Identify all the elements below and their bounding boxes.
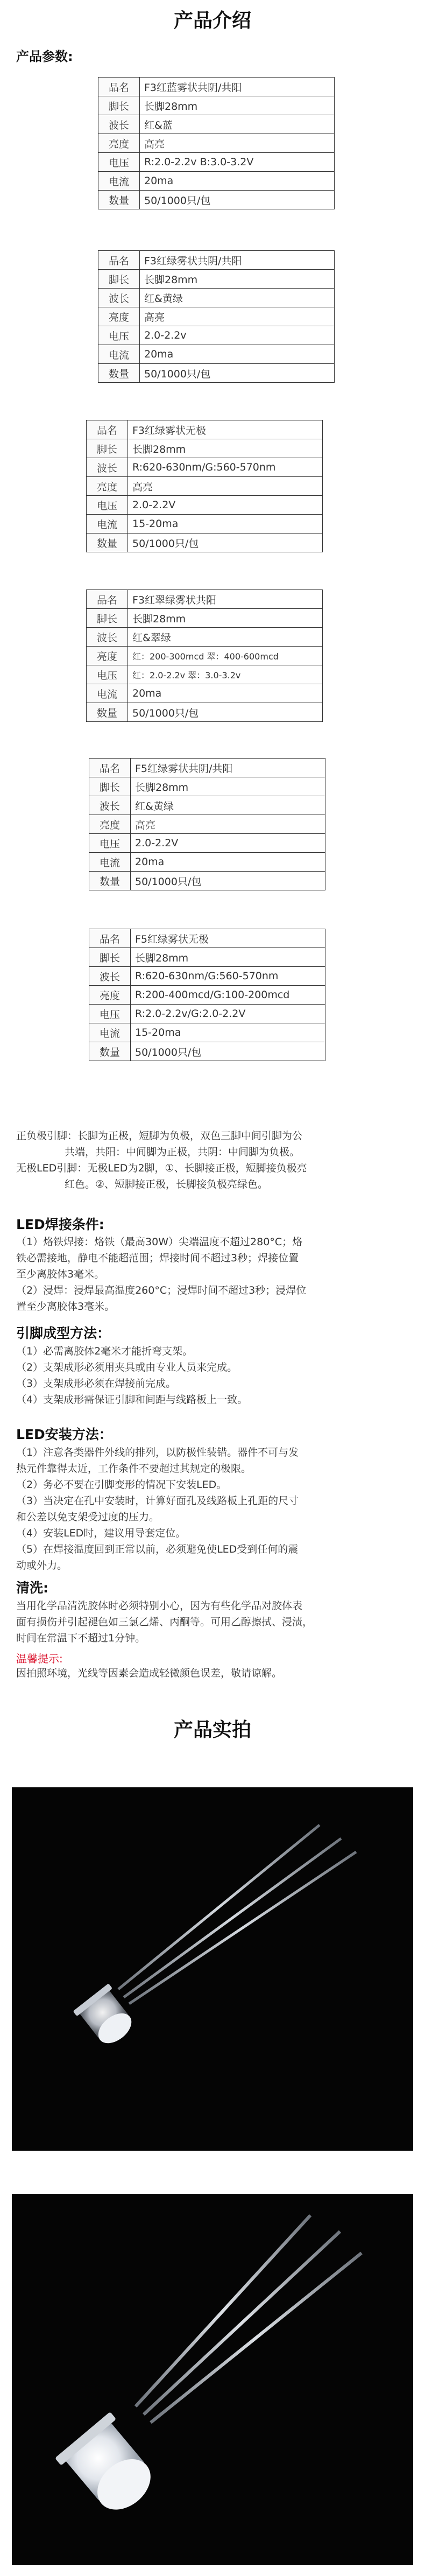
spec-key: 品名 [98,78,140,96]
spec-value: 长脚28mm [131,777,325,796]
spec-key: 电压 [89,834,131,853]
spec-key: 亮度 [87,647,128,665]
spec-key: 电流 [98,172,140,191]
text-line: 面有损伤并引起褪色如三氯乙烯、丙酮等。可用乙醇擦拭、浸渍， [16,1616,313,1628]
forming-title: 引脚成型方法： [16,1325,111,1341]
spec-value: 高亮 [128,477,323,496]
table-row [98,270,335,289]
spec-key: 品名 [89,759,131,777]
text-line: （4）支架成形需保证引脚和间距与线路板上一致。 [16,1394,248,1406]
spec-key: 电压 [87,496,128,515]
table-row [89,1005,325,1023]
spec-key: 电流 [89,1023,131,1042]
spec-table [86,420,323,552]
welding-title: LED焊接条件: [16,1217,104,1232]
table-row [98,326,335,345]
table-row [87,703,323,722]
spec-value: 50/1000只/包 [140,191,335,209]
spec-value: 高亮 [131,815,325,834]
table-row [89,815,325,834]
spec-key: 品名 [89,929,131,948]
spec-key: 数量 [89,1042,131,1061]
spec-value: F3红蓝雾状共阴/共阳 [140,78,335,96]
table-row [98,115,335,134]
spec-value: F5红绿雾状无极 [131,929,325,948]
text-line: （4）安装LED时，建议用导套定位。 [16,1527,186,1539]
spec-value: 红&黄绿 [140,289,335,307]
intro-heading: 产品介绍 [173,10,251,32]
cleaning-text [16,1598,409,1646]
spec-key: 品名 [87,590,128,609]
spec-table [98,77,335,209]
table-row [87,628,323,647]
text-line: （3）当决定在孔中安装时，计算好面孔及线路板上孔距的尺寸 [16,1495,299,1507]
table-row [89,948,325,967]
params-label: 产品参数: [16,49,73,64]
table-row [87,684,323,703]
table-row [98,172,335,191]
spec-value: 15-20ma [131,1023,325,1042]
spec-value: 高亮 [140,134,335,153]
product-photo-1 [12,1787,413,2151]
spec-key: 波长 [98,115,140,134]
text-line: （2）支架成形必须用夹具或由专业人员来完成。 [16,1361,238,1373]
spec-value: 红：200-300mcd 翠：400-600mcd [128,647,323,665]
table-row [87,665,323,684]
text-line: 时间在常温下不超过1分钟。 [16,1632,146,1644]
spec-value: 2.0-2.2V [131,834,325,853]
product-photo-2 [12,2194,413,2565]
spec-value: 红&翠绿 [128,628,323,647]
table-row [89,967,325,986]
spec-value: F3红绿雾状无极 [128,420,323,439]
spec-key: 波长 [87,458,128,477]
led-photo-2 [12,2194,413,2565]
table-row [87,647,323,665]
table-row [98,153,335,172]
spec-key: 波长 [98,289,140,307]
spec-key: 数量 [98,364,140,383]
spec-value: 红&黄绿 [131,796,325,815]
table-row [87,420,323,439]
text-line: （2）浸焊：浸焊最高温度260°C；浸焊时间不超过3秒；浸焊位 [16,1285,307,1296]
spec-value: 50/1000只/包 [131,872,325,890]
spec-key: 脚长 [87,439,128,458]
spec-key: 数量 [87,703,128,722]
pin-note-line: 红色。②、短脚接正极，长脚接负极亮绿色。 [65,1178,268,1190]
spec-value: F3红翠绿雾状共阳 [128,590,323,609]
cleaning-title: 清洗: [16,1580,48,1596]
table-row [89,1042,325,1061]
spec-key: 电流 [87,684,128,703]
spec-table [98,250,335,383]
table-row [89,777,325,796]
table-row [89,834,325,853]
table-row [89,759,325,777]
spec-value: 红&蓝 [140,115,335,134]
spec-value: 2.0-2.2V [128,496,323,515]
table-row [98,134,335,153]
table-row [87,609,323,628]
text-line: 至少离胶体3毫米。 [16,1268,105,1280]
table-row [98,191,335,209]
text-line: 和公差以免支架受过度的压力。 [16,1511,160,1523]
text-line: （1）注意各类器件外线的排列，以防极性装错。器件不可与发 [16,1447,299,1458]
spec-table [89,758,325,890]
table-row [87,515,323,534]
spec-key: 数量 [98,191,140,209]
text-line: 热元件靠得太近，工作条件不要超过其规定的极限。 [16,1463,252,1475]
spec-key: 数量 [89,872,131,890]
spec-value: 50/1000只/包 [128,534,323,552]
text-line: 当用化学品清洗胶体时必须特别小心，因为有些化学品对胶体表 [16,1600,303,1612]
table-row [89,853,325,872]
spec-key: 电压 [98,326,140,345]
table-row [87,590,323,609]
spec-value: 长脚28mm [128,439,323,458]
spec-value: R:2.0-2.2v/G:2.0-2.2V [131,1005,325,1023]
spec-value: 长脚28mm [140,270,335,289]
spec-key: 脚长 [89,948,131,967]
welding-text [16,1234,409,1315]
spec-key: 脚长 [87,609,128,628]
text-line: 动或外力。 [16,1560,68,1571]
text-line: 置至少离胶体3毫米。 [16,1301,115,1312]
spec-value: 2.0-2.2v [140,326,335,345]
install-title: LED安装方法： [16,1427,112,1442]
spec-value: R:620-630nm/G:560-570nm [131,967,325,986]
table-row [98,96,335,115]
table-row [89,796,325,815]
spec-value: F3红绿雾状共阴/共阳 [140,251,335,270]
table-row [98,307,335,326]
forming-text [16,1343,409,1408]
spec-value: 20ma [131,853,325,872]
table-row [98,364,335,383]
text-line: 铁必需接地，静电不能超范围；焊接时间不超过3秒；焊接位置 [16,1252,299,1264]
spec-value: 50/1000只/包 [131,1042,325,1061]
spec-value: 长脚28mm [128,609,323,628]
table-row [87,458,323,477]
text-line: （1）必需离胶体2毫米才能折弯支架。 [16,1345,193,1357]
spec-key: 电流 [89,853,131,872]
pin-notes [16,1128,409,1192]
spec-key: 亮度 [87,477,128,496]
spec-key: 品名 [87,420,128,439]
spec-table [86,589,323,722]
spec-key: 波长 [89,967,131,986]
table-row [89,986,325,1005]
text-line: （1）烙铁焊接：烙铁（最高30W）尖端温度不超过280°C；烙 [16,1236,303,1248]
spec-key: 脚长 [89,777,131,796]
text-line: （5）在焊接温度回到正常以前，必须避免使LED受到任何的震 [16,1543,299,1555]
table-row [87,477,323,496]
spec-key: 数量 [87,534,128,552]
install-text [16,1444,409,1574]
table-row [98,345,335,364]
table-row [89,1023,325,1042]
spec-key: 电压 [98,153,140,172]
table-row [87,534,323,552]
table-row [98,289,335,307]
table-row [89,872,325,890]
spec-value: 长脚28mm [140,96,335,115]
spec-key: 波长 [87,628,128,647]
table-row [89,929,325,948]
spec-value: R:2.0-2.2v B:3.0-3.2V [140,153,335,172]
spec-value: 50/1000只/包 [128,703,323,722]
pin-note-line: 共端，共阳：中间脚为正极，共阴：中间脚为负极。 [65,1146,300,1158]
spec-value: 长脚28mm [131,948,325,967]
spec-value: R:200-400mcd/G:100-200mcd [131,986,325,1005]
tip-title: 温馨提示: [16,1652,63,1665]
spec-key: 脚长 [98,270,140,289]
spec-value: 红：2.0-2.2v 翠：3.0-3.2v [128,665,323,684]
spec-key: 波长 [89,796,131,815]
pin-note-line: 无极LED引脚：无极LED为2脚，①、长脚接正极，短脚接负极亮 [16,1162,307,1174]
spec-value: 15-20ma [128,515,323,534]
spec-key: 电流 [87,515,128,534]
spec-table [89,929,325,1061]
pin-note-line: 正负极引脚：长脚为正极，短脚为负极，双色三脚中间引脚为公 [16,1130,303,1142]
tip-text: 因拍照环境，光线等因素会造成轻微颜色误差，敬请谅解。 [16,1667,282,1679]
spec-value: 50/1000只/包 [140,364,335,383]
spec-value: 20ma [140,345,335,364]
photo-heading: 产品实拍 [173,1719,251,1741]
spec-value: R:620-630nm/G:560-570nm [128,458,323,477]
spec-key: 亮度 [89,986,131,1005]
table-row [87,496,323,515]
table-row [98,78,335,96]
spec-key: 电流 [98,345,140,364]
table-row [98,251,335,270]
spec-value: 20ma [140,172,335,191]
spec-key: 品名 [98,251,140,270]
spec-key: 电压 [87,665,128,684]
text-line: （3）支架成形必须在焊接前完成。 [16,1378,176,1389]
spec-key: 电压 [89,1005,131,1023]
spec-key: 亮度 [98,134,140,153]
spec-key: 亮度 [89,815,131,834]
text-line: （2）务必不要在引脚变形的情况下安装LED。 [16,1479,227,1491]
spec-key: 脚长 [98,96,140,115]
spec-value: 20ma [128,684,323,703]
led-photo-1 [12,1787,413,2151]
table-row [87,439,323,458]
spec-key: 亮度 [98,307,140,326]
spec-value: 高亮 [140,307,335,326]
spec-value: F5红绿雾状共阴/共阳 [131,759,325,777]
